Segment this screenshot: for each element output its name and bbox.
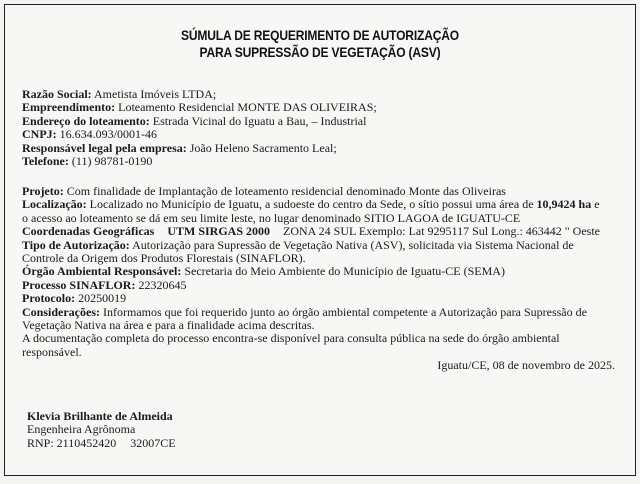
place-and-date: Iguatu/CE, 08 de novembro de 2025. (437, 358, 615, 373)
tipo-value: Autorização para Supressão de Vegetação Nativa (ASV), solicitada via Sistema Nacional de Controle da Origem dos Produtos Florestais (SINAFLOR). (22, 237, 574, 266)
tipo-row (22, 239, 618, 266)
acesso-value: o acesso ao loteamento se dá em seu limite leste, no lugar denominado SITIO LAGOA de IGUATU-CE (22, 210, 521, 225)
cnpj-label: CNPJ: (22, 127, 57, 142)
signer-rnp (27, 437, 176, 450)
orgao-label: Órgão Ambiental Responsável: (22, 264, 182, 279)
protocolo-value: 20250019 (78, 291, 127, 306)
documentacao-paragraph: A documentação completa do processo encontra-se disponível para consulta pública na sede do órgão ambiental responsável. (22, 331, 560, 359)
company-info (22, 88, 618, 168)
signer-name: Klevia Brilhante de Almeida (27, 409, 173, 423)
title-line-2: PARA SUPRESSÃO DE VEGETAÇÃO (ASV) (199, 44, 441, 60)
razao-social-label: Razão Social: (22, 87, 92, 101)
endereco-value: Estrada Vicinal do Iguatu a Bau, – Industrial (152, 113, 367, 128)
localizacao-label: Localização: (22, 197, 87, 212)
telefone-row (22, 155, 618, 168)
protocolo-row (22, 292, 618, 305)
request-details (22, 185, 618, 373)
signer-rnp-number: 32007CE (130, 435, 176, 450)
endereco-row (22, 115, 618, 128)
endereco-label: Endereço do loteamento: (22, 113, 150, 128)
coordenadas-label: Coordenadas Geográficas (22, 224, 155, 239)
consideracoes-row (22, 306, 618, 333)
projeto-value: Com finalidade de Implantação de loteamento residencial denominado Monte das Oliveiras (66, 184, 506, 198)
notice-title (49, 27, 591, 61)
empreendimento-row (22, 101, 618, 114)
processo-label: Processo SINAFLOR: (22, 277, 136, 292)
localizacao-connector: e (594, 197, 600, 212)
localizacao-area: 10,9424 ha (536, 197, 592, 212)
consideracoes-label: Considerações: (22, 304, 100, 319)
signer-rnp-label: RNP: 2110452420 (27, 435, 117, 450)
razao-social-value: Ametista Imóveis LTDA; (94, 87, 217, 101)
processo-value: 22320645 (138, 277, 187, 292)
notice-frame (4, 4, 636, 476)
processo-row (22, 279, 618, 292)
coordenadas-system: UTM SIRGAS 2000 (167, 224, 271, 239)
telefone-value: (11) 98781-0190 (71, 154, 153, 169)
telefone-label: Telefone: (22, 154, 69, 169)
coordenadas-value: ZONA 24 SUL Exemplo: Lat 9295117 Sul Long.: 463442 " Oeste (283, 224, 601, 239)
razao-social-row (22, 88, 618, 101)
title-line-1: SÚMULA DE REQUERIMENTO DE AUTORIZAÇÃO (181, 27, 459, 43)
responsavel-label: Responsável legal pela empresa: (22, 140, 187, 155)
acesso-row (22, 212, 618, 225)
consideracoes-value: Informamos que foi requerido junto ao órgão ambiental competente a Autorização para Supressão de Vegetação Nativa na área e para a finalidade acima descritas. (22, 304, 587, 333)
responsavel-row (22, 142, 618, 155)
cnpj-value: 16.634.093/0001-46 (59, 127, 158, 142)
protocolo-label: Protocolo: (22, 291, 76, 306)
localizacao-row (22, 198, 618, 211)
cnpj-row (22, 128, 618, 141)
orgao-value: Secretaria do Meio Ambiente do Município de Iguatu-CE (SEMA) (184, 264, 505, 279)
projeto-label: Projeto: (22, 184, 64, 198)
empreendimento-value: Loteamento Residencial MONTE DAS OLIVEIRAS; (118, 100, 377, 115)
orgao-row (22, 265, 618, 278)
signer-role: Engenheira Agrônoma (27, 422, 136, 437)
responsavel-value: João Heleno Sacramento Leal; (189, 140, 337, 155)
projeto-row (22, 185, 618, 198)
localizacao-value: Localizado no Município de Iguatu, a sudoeste do centro da Sede, o sítio possui uma área de (89, 197, 534, 212)
coordenadas-row (22, 225, 618, 238)
empreendimento-label: Empreendimento: (22, 100, 116, 115)
signature-block (27, 410, 176, 450)
tipo-label: Tipo de Autorização: (22, 237, 130, 252)
